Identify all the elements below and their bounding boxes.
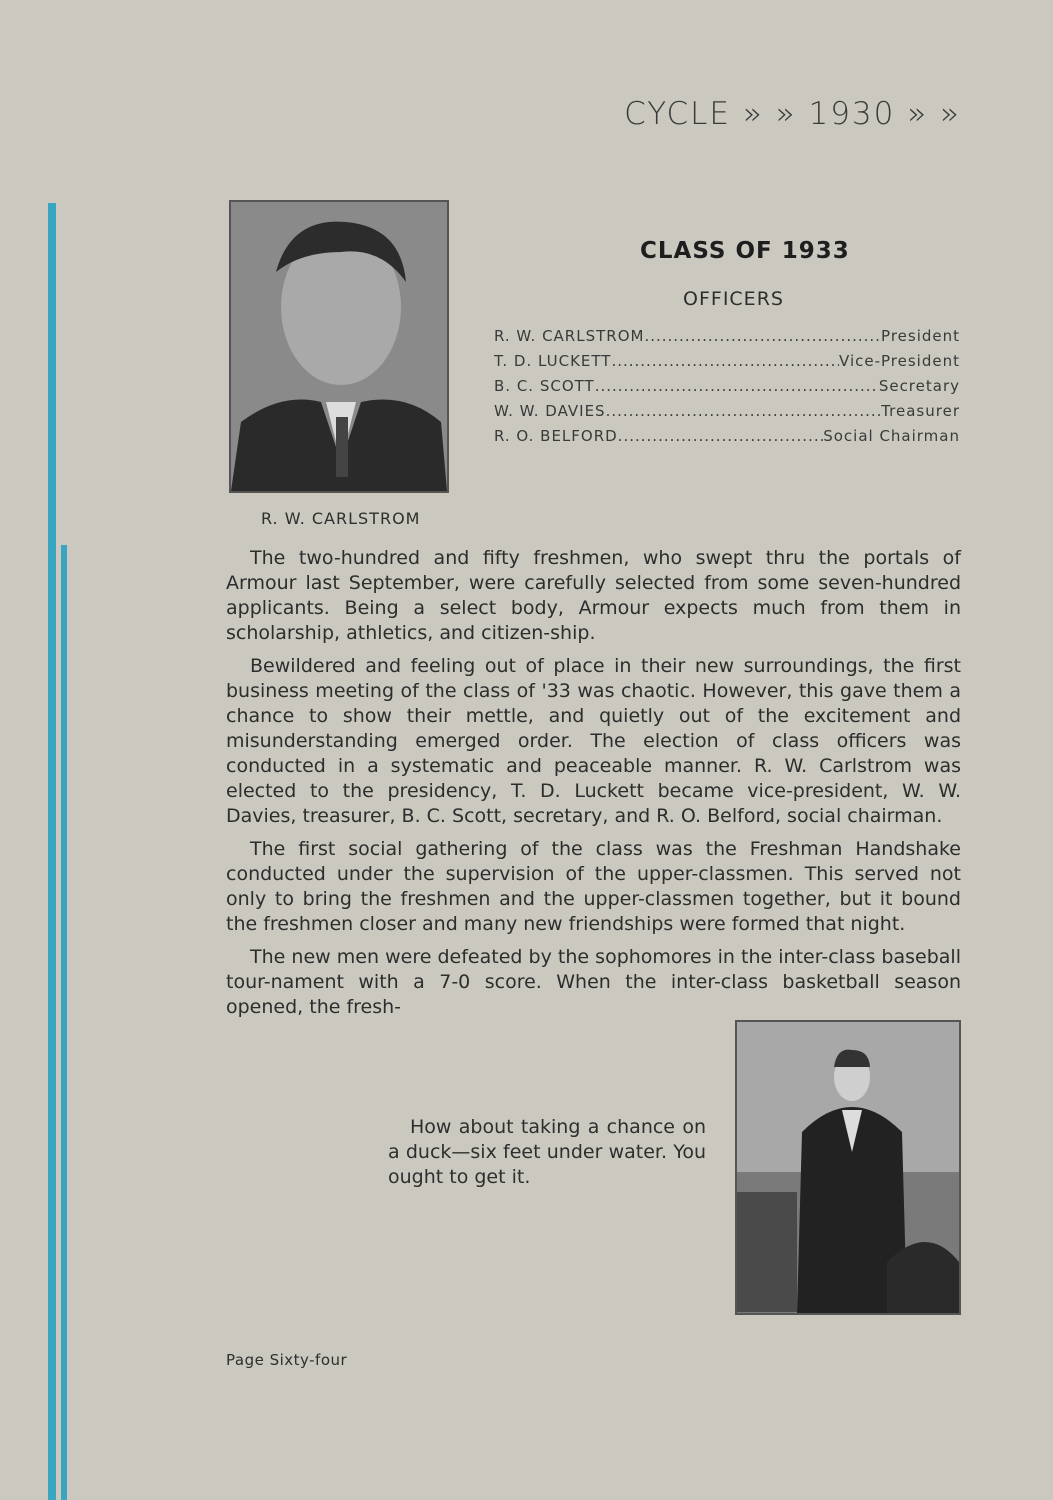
class-title: CLASS OF 1933 xyxy=(640,238,850,264)
page-number: Page Sixty-four xyxy=(226,1351,348,1369)
paragraph: The first social gathering of the class was the Freshman Handshake conducted under the supervision of the upper-classmen. This served not only to bring the freshmen and the upper-classmen together, but it bound the freshmen closer and many new friendships were formed that night. xyxy=(226,838,961,935)
decorative-bar-right xyxy=(61,545,67,1500)
portrait-caption: R. W. CARLSTROM xyxy=(261,509,421,528)
paragraph: The two-hundred and fifty freshmen, who swept thru the portals of Armour last September, were carefully selected from some seven-hundred applicants. Being a select body, Armour expects much from them in scholarship, athletics, and citizen-ship. xyxy=(226,547,961,644)
officer-name: R. W. CARLSTROM xyxy=(494,327,645,345)
decorative-bar-left xyxy=(48,203,56,1500)
officer-role: Treasurer xyxy=(881,402,960,420)
officer-role: President xyxy=(881,327,960,345)
officer-role: Secretary xyxy=(878,377,960,395)
candid-photo xyxy=(735,1020,961,1315)
body-text xyxy=(226,546,961,1028)
officers-title: OFFICERS xyxy=(683,288,784,310)
officer-row xyxy=(494,376,960,401)
officer-name: R. O. BELFORD xyxy=(494,427,618,445)
officer-name: W. W. DAVIES xyxy=(494,402,606,420)
officer-name: T. D. LUCKETT xyxy=(494,352,612,370)
officers-list xyxy=(494,326,960,451)
officer-row xyxy=(494,351,960,376)
officer-name: B. C. SCOTT xyxy=(494,377,595,395)
officer-role: Vice-President xyxy=(839,352,960,370)
officer-row xyxy=(494,326,960,351)
page-header: CYCLE » » 1930 » » xyxy=(624,96,961,132)
officer-role: Social Chairman xyxy=(823,427,960,445)
photo-quote: How about taking a chance on a duck—six feet under water. You ought to get it. xyxy=(388,1116,706,1188)
paragraph: The new men were defeated by the sophomores in the inter-class baseball tour-nament with a 7-0 score. When the inter-class basketball season opened, the fresh- xyxy=(226,946,961,1018)
officer-row xyxy=(494,426,960,451)
portrait-photo xyxy=(229,200,449,493)
paragraph: Bewildered and feeling out of place in their new surroundings, the first business meeting of the class of '33 was chaotic. However, this gave them a chance to show their mettle, and quietly out of the excitement and misunderstanding emerged order. The election of class officers was conducted in a systematic and peaceable manner. R. W. Carlstrom was elected to the presidency, T. D. Luckett became vice-president, W. W. Davies, treasurer, B. C. Scott, secretary, and R. O. Belford, social chairman. xyxy=(226,655,961,827)
officer-row xyxy=(494,401,960,426)
